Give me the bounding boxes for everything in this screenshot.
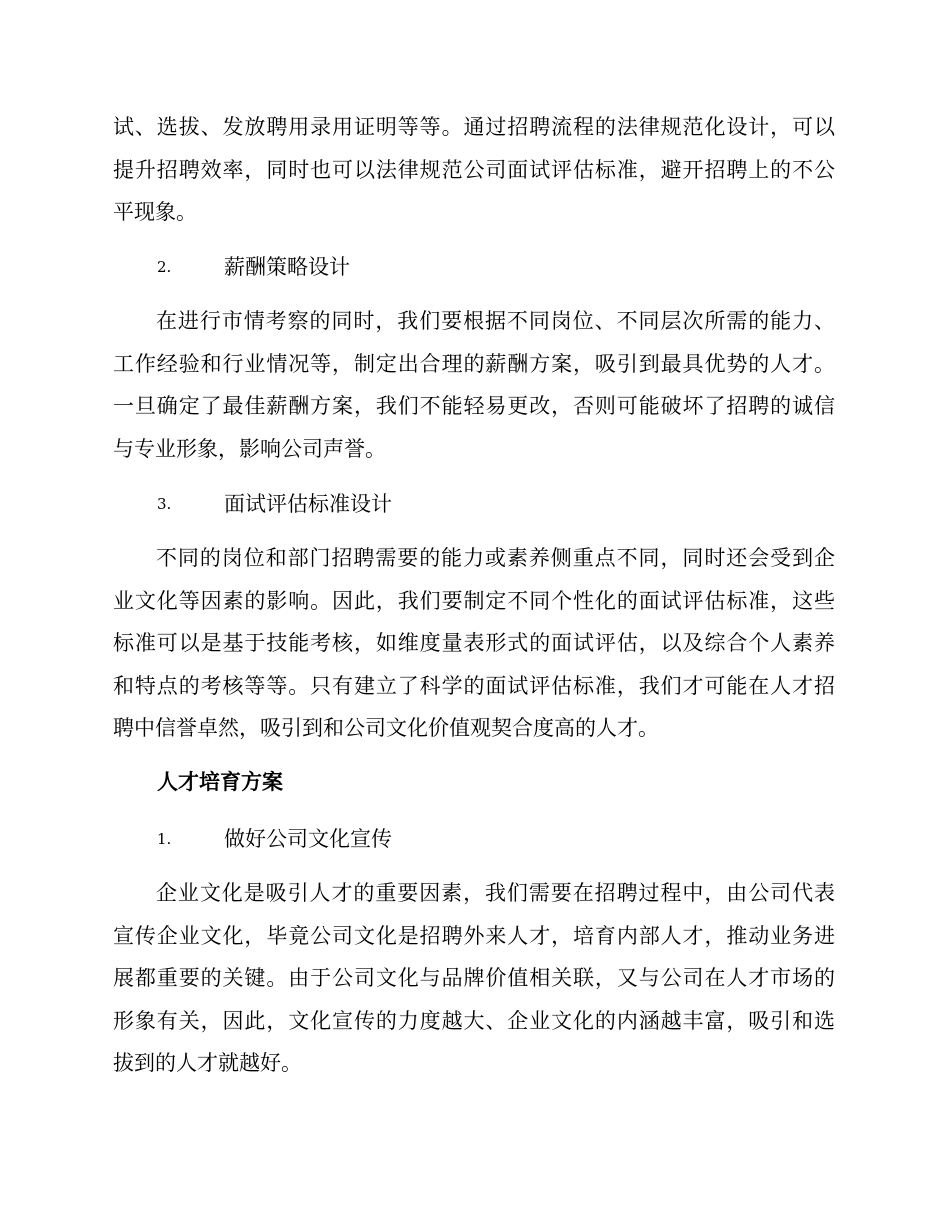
paragraph-line: 聘中信誉卓然，吸引到和公司文化价值观契合度高的人才。 <box>113 716 659 740</box>
paragraph-line: 不同的岗位和部门招聘需要的能力或素养侧重点不同，同时还会受到企 <box>156 546 835 570</box>
list-number: 1. <box>157 830 172 848</box>
paragraph-line: 与专业形象，影响公司声誉。 <box>113 436 386 461</box>
paragraph-line: 和特点的考核等等。只有建立了科学的面试评估标准，我们才可能在人才招 <box>113 673 835 698</box>
paragraph-culture <box>113 872 835 1085</box>
section-heading: 人才培育方案 <box>157 769 283 794</box>
paragraph-line: 试、选拔、发放聘用录用证明等等。通过招聘流程的法律规范化设计，可以 <box>113 115 835 139</box>
list-item-text: 做好公司文化宣传 <box>224 827 392 851</box>
paragraph-line: 形象有关，因此，文化宣传的力度越大、企业文化的内涵越丰富，吸引和选 <box>113 1008 835 1033</box>
paragraph-line: 企业文化是吸引人才的重要因素，我们需要在招聘过程中，由公司代表 <box>156 881 835 905</box>
paragraph-salary <box>113 300 835 470</box>
list-item-text: 薪酬策略设计 <box>224 255 350 279</box>
paragraph-interview <box>113 537 835 750</box>
paragraph-line: 拔到的人才就越好。 <box>113 1051 302 1075</box>
paragraph-line: 标准可以是基于技能考核，如维度量表形式的面试评估，以及综合个人素养 <box>113 631 835 655</box>
list-item-interview-standard <box>157 489 857 519</box>
paragraph-line: 在进行市情考察的同时，我们要根据不同岗位、不同层次所需的能力、 <box>156 309 835 333</box>
paragraph-line: 提升招聘效率，同时也可以法律规范公司面试评估标准，避开招聘上的不公 <box>113 157 835 182</box>
list-item-salary-strategy <box>157 252 857 282</box>
list-number: 2. <box>157 258 172 276</box>
paragraph-line: 一旦确定了最佳薪酬方案，我们不能轻易更改，否则可能破坏了招聘的诚信 <box>113 394 835 418</box>
paragraph-line: 宣传企业文化，毕竟公司文化是招聘外来人才，培育内部人才，推动业务进 <box>113 923 835 948</box>
paragraph-line: 展都重要的关键。由于公司文化与品牌价值相关联，又与公司在人才市场的 <box>113 966 835 990</box>
list-item-text: 面试评估标准设计 <box>224 492 392 516</box>
paragraph-line: 业文化等因素的影响。因此，我们要制定不同个性化的面试评估标准，这些 <box>113 588 835 613</box>
list-number: 3. <box>157 495 172 513</box>
paragraph-line: 平现象。 <box>113 200 197 224</box>
list-item-culture-promotion <box>157 824 857 854</box>
paragraph-line: 工作经验和行业情况等，制定出合理的薪酬方案，吸引到最具优势的人才。 <box>113 351 835 376</box>
paragraph-recruitment-process <box>113 106 835 234</box>
